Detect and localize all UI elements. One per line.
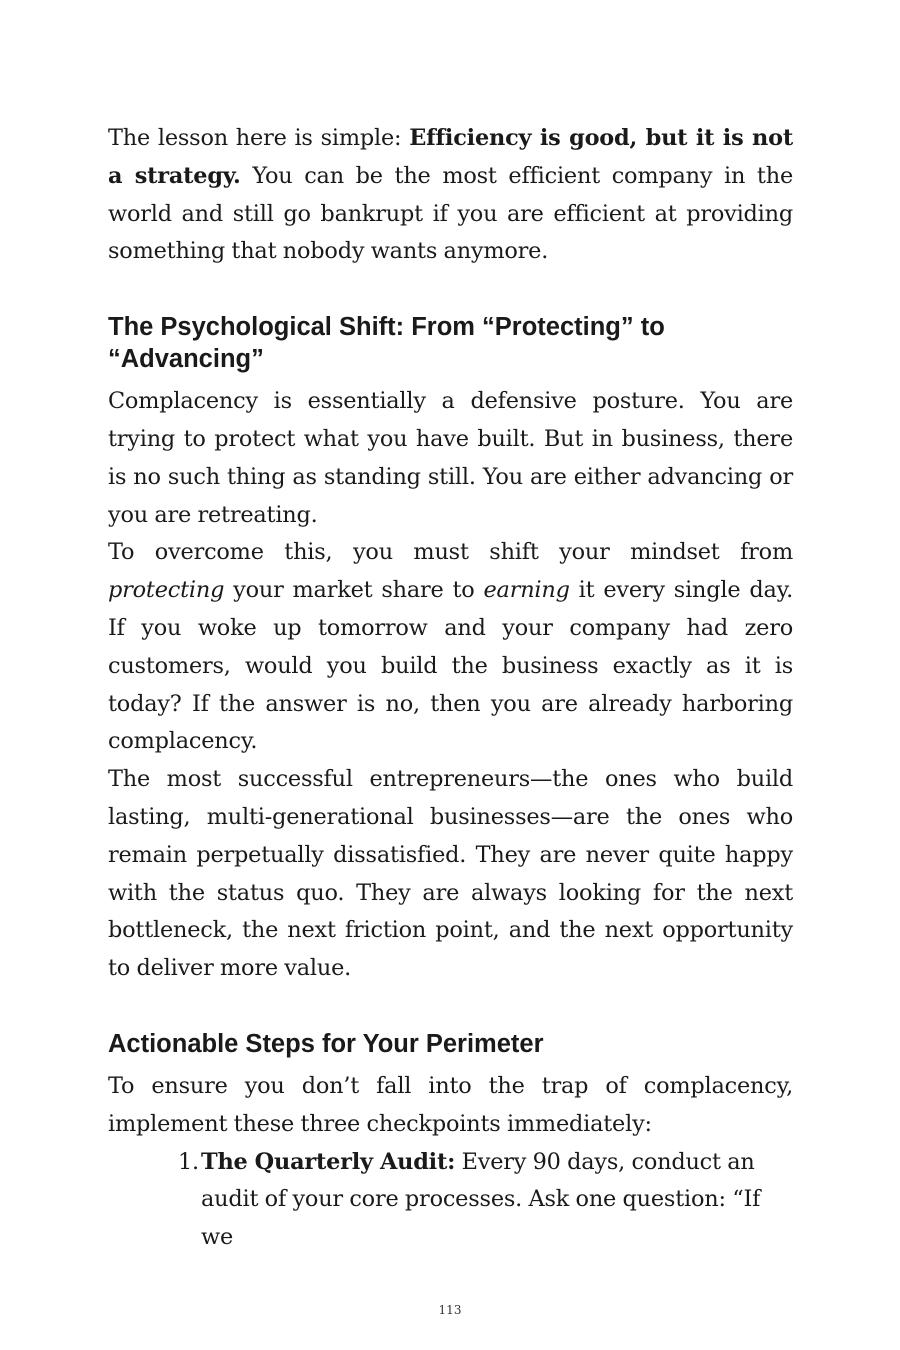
page-number: 113 [438,1303,462,1317]
paragraph-ensure: To ensure you don’t fall into the trap of complacency, implement these three checkpoints immediately: [108,1072,793,1137]
paragraph-complacency: Complacency is essentially a defensive posture. You are trying to protect what you have built. But in business, there is no such thing as standing still. You are either advancing or you are retreating. [108,388,793,528]
list-item [108,1144,793,1257]
overcome-text-a: To overcome this, you must shift your mindset from [108,539,793,566]
overcome-text-b: your market share to [224,577,484,604]
heading-actionable-steps: Actionable Steps for Your Perimeter [108,1029,544,1058]
overcome-italic-protecting: protecting [108,577,225,604]
list-item-number: 1. [178,1148,199,1175]
list-item-bold: The Quarterly Audit: [201,1148,456,1175]
paragraph-successful-entrepreneurs: The most successful entrepreneurs—the ones who build lasting, multi-generational businesses—are the ones who remain perpetually dissatisfied. They are never quite happy with the status quo. They are always looking for the next bottleneck, the next friction point, and the next opportunity to deliver more value. [108,766,793,982]
lesson-rest-text: You can be the most efficient company in the world and still go bankrupt if you are efficient at providing something that nobody wants anymore. [108,162,793,265]
lesson-bold-text: Efficiency is good, but it is not a strategy. [108,125,793,189]
page-content [108,120,793,1257]
checkpoint-list [108,1144,793,1257]
lesson-intro-text: The lesson here is simple: [108,125,410,151]
overcome-text-c: it every single day. If you woke up tomorrow and your company had zero customers, would you build the business exactly as it is today? If the answer is no, then you are already harboring complacency. [108,577,794,755]
heading-psychological-shift: The Psychological Shift: From “Protecting” to “Advancing” [108,313,665,374]
paragraph-overcome [108,534,793,761]
overcome-italic-earning: earning [483,577,570,604]
paragraph-lesson [108,120,793,271]
list-item-text: Every 90 days, conduct an audit of your core processes. Ask one question: “If we [201,1148,761,1251]
